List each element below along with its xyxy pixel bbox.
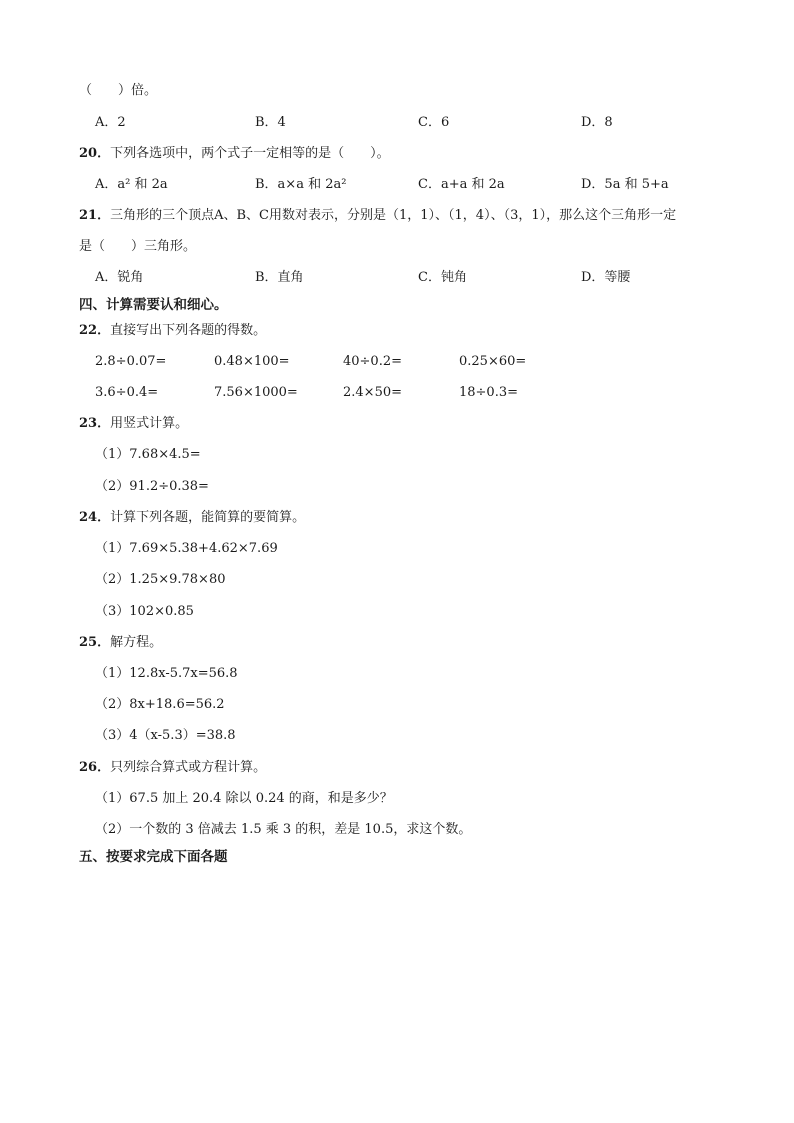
q23-item-1: （1）7.68×4.5= (95, 447, 201, 462)
question-text: 只列综合算式或方程计算。 (110, 760, 267, 775)
q20-option-b: B．a×a 和 2a² (255, 177, 347, 192)
q19-option-a: A．2 (95, 115, 126, 130)
question-text: 计算下列各题，能简算的要简算。 (110, 510, 306, 525)
q21-option-d: D．等腰 (581, 270, 631, 285)
q22-calc-5: 3.6÷0.4= (95, 385, 159, 400)
q21-option-a: A．锐角 (95, 270, 144, 285)
q26-item-2: （2）一个数的 3 倍减去 1.5 乘 3 的积，差是 10.5，求这个数。 (95, 822, 472, 837)
question-number: 21． (79, 208, 111, 223)
question-number: 25． (79, 635, 111, 650)
section-5-heading: 五、按要求完成下面各题 (79, 849, 228, 865)
q24-item-3: （3）102×0.85 (95, 604, 194, 619)
q19-option-b: B．4 (255, 115, 286, 130)
q22-calc-3: 40÷0.2= (343, 354, 403, 369)
q23-item-2: （2）91.2÷0.38= (95, 479, 209, 494)
q25-item-1: （1）12.8x-5.7x=56.8 (95, 666, 238, 681)
q24-item-1: （1）7.69×5.38+4.62×7.69 (95, 541, 278, 556)
q20-option-a: A．a² 和 2a (95, 177, 168, 192)
question-number: 22． (79, 323, 111, 338)
q19-option-d: D．8 (581, 115, 613, 130)
q25-item-2: （2）8x+18.6=56.2 (95, 697, 225, 712)
q25-item-3: （3）4（x-5.3）=38.8 (95, 728, 236, 743)
question-text: 直接写出下列各题的得数。 (110, 323, 267, 338)
question-24 (79, 509, 305, 527)
question-number: 24． (79, 510, 111, 525)
question-23 (79, 415, 188, 433)
question-text: 用竖式计算。 (110, 416, 189, 431)
q22-calc-4: 0.25×60= (459, 354, 527, 369)
question-22 (79, 322, 266, 340)
question-text: 解方程。 (110, 635, 163, 650)
q22-calc-7: 2.4×50= (343, 385, 403, 400)
q22-calc-6: 7.56×1000= (214, 385, 298, 400)
question-21-continued: 是（ ）三角形。 (79, 239, 197, 254)
question-number: 20． (79, 146, 111, 161)
q21-option-c: C．钝角 (418, 270, 467, 285)
q20-option-d: D．5a 和 5+a (581, 177, 669, 192)
q22-calc-2: 0.48×100= (214, 354, 290, 369)
q22-calc-8: 18÷0.3= (459, 385, 519, 400)
question-text: 下列各选项中，两个式子一定相等的是（ ）。 (110, 146, 390, 161)
question-number: 26． (79, 760, 111, 775)
q19-option-c: C．6 (418, 115, 450, 130)
question-number: 23． (79, 416, 111, 431)
section-4-heading: 四、计算需要认和细心。 (79, 297, 228, 313)
q22-calc-1: 2.8÷0.07= (95, 354, 167, 369)
q26-item-1: （1）67.5 加上 20.4 除以 0.24 的商，和是多少？ (95, 791, 393, 806)
question-21 (79, 207, 676, 225)
q20-option-c: C．a+a 和 2a (418, 177, 505, 192)
question-text: 三角形的三个顶点A、B、C用数对表示，分别是（1，1）、（1，4）、（3，1），那么这个三角形一定 (110, 208, 677, 223)
question-25 (79, 634, 162, 652)
q19-tail: （ ）倍。 (79, 83, 158, 98)
q21-option-b: B．直角 (255, 270, 304, 285)
question-20 (79, 145, 390, 163)
q24-item-2: （2）1.25×9.78×80 (95, 572, 226, 587)
question-26 (79, 759, 266, 777)
